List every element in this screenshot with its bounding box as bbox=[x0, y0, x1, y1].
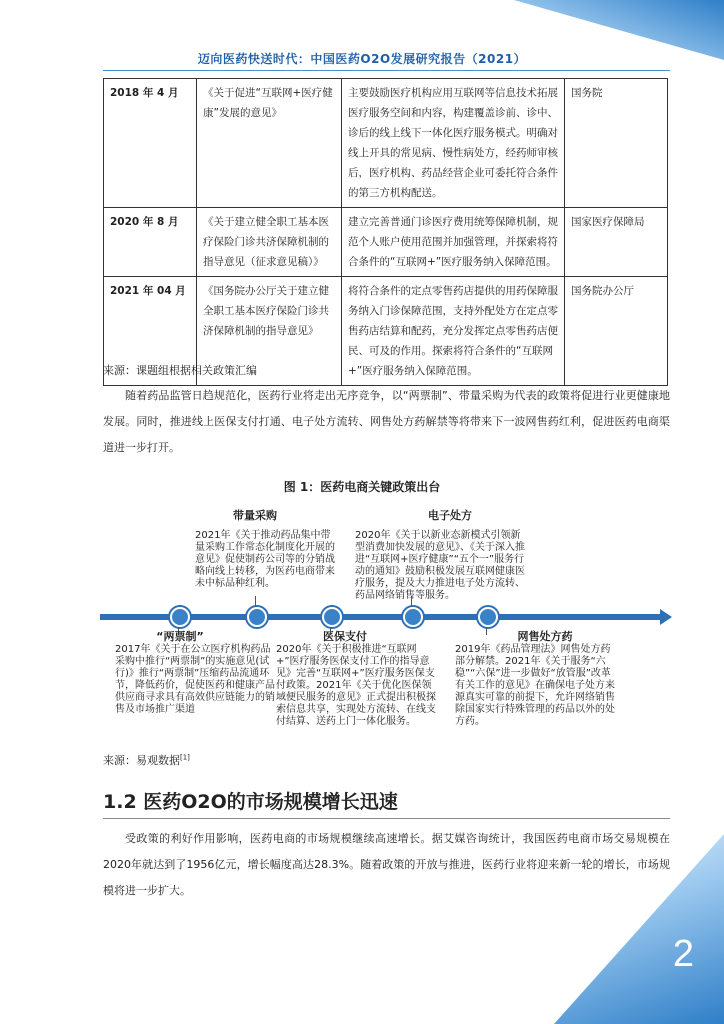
footnote-reference: [1] bbox=[180, 753, 190, 762]
cell-department: 国家医疗保障局 bbox=[565, 208, 668, 277]
cell-content: 建立完善普通门诊医疗费用统筹保障机制，规范个人账户使用范围并加强管理，并探索将符合条件的“互联网+”医疗服务纳入保障范围。 bbox=[342, 208, 565, 277]
event-label-e-prescription: 电子处方 bbox=[428, 509, 472, 522]
event-text-insurance-payment: 2020年《关于积极推进“互联网+”医疗服务医保支付工作的指导意见》完善“互联网+”医疗服务医保支付政策。2021年《关于优化医保领域便民服务的意见》正式提出积极探索信息共享，实现处方流转、在线支付结算、送药上门一体化服务。 bbox=[276, 644, 436, 727]
body-paragraph-1 bbox=[103, 383, 670, 461]
table-row bbox=[104, 208, 668, 277]
cell-department: 国务院 bbox=[565, 79, 668, 208]
timeline-node bbox=[478, 607, 498, 627]
timeline-node bbox=[322, 607, 342, 627]
event-text-volume-procurement: 2021年《关于推动药品集中带量采购工作常态化制度化开展的意见》促使制药公司等的分销战略向线上转移，为医药电商带来未中标品种红利。 bbox=[195, 530, 335, 589]
event-label-volume-procurement: 带量采购 bbox=[233, 509, 277, 522]
cell-date: 2021 年 04 月 bbox=[104, 277, 197, 386]
section-heading: 1.2 医药O2O的市场规模增长迅速 bbox=[103, 791, 398, 813]
running-header: 迈向医药快送时代：中国医药O2O发展研究报告（2021） bbox=[197, 52, 527, 66]
event-label-online-rx-drugs: 网售处方药 bbox=[517, 630, 573, 643]
cell-document: 《关于建立健全职工基本医疗保险门诊共济保障机制的指导意见（征求意见稿）》 bbox=[197, 208, 342, 277]
event-label-two-invoice: “两票制” bbox=[156, 630, 204, 643]
body-paragraph-2 bbox=[103, 826, 670, 904]
cell-date: 2018 年 4 月 bbox=[104, 79, 197, 208]
event-text-two-invoice: 2017年《关于在公立医疗机构药品采购中推行“两票制”的实施意见(试行)》推行“两票制”压缩药品流通环节，降低药价，促使医药和健康产品供应商寻求具有高效供应链能力的销售及市场推广渠道 bbox=[115, 644, 275, 715]
timeline-connector bbox=[255, 596, 256, 607]
cell-document: 《国务院办公厅关于建立健全职工基本医疗保险门诊共济保障机制的指导意见》 bbox=[197, 277, 342, 386]
cell-content: 主要鼓励医疗机构应用互联网等信息技术拓展医疗服务空间和内容，构建覆盖诊前、诊中、诊后的线上线下一体化医疗服务模式。明确对线上开具的常见病、慢性病处方，经药师审核后，医疗机构、药品经营企业可委托符合条件的第三方机构配送。 bbox=[342, 79, 565, 208]
timeline-node bbox=[170, 607, 190, 627]
figure-source-note bbox=[103, 752, 190, 768]
cell-content: 将符合条件的定点零售药店提供的用药保障服务纳入门诊保障范围，支持外配处方在定点零售药店结算和配药，充分发挥定点零售药店便民、可及的作用。探索将符合条件的“互联网+”医疗服务纳入保障范围。 bbox=[342, 277, 565, 386]
table-row bbox=[104, 79, 668, 208]
paragraph-text: 受政策的利好作用影响，医药电商的市场规模继续高速增长。据艾媒咨询统计，我国医药电商市场交易规模在2020年就达到了1956亿元，增长幅度高达28.3%。随着政策的开放与推进，医药行业将迎来新一轮的增长，市场规模将进一步扩大。 bbox=[103, 832, 670, 897]
event-text-online-rx-drugs: 2019年《药品管理法》网售处方药部分解禁。2021年《关于服务“六稳”“六保”进一步做好“放管服”改革有关工作的意见》在确保电子处方来源真实可靠的前提下，允许网络销售除国家实行特殊管理的药品以外的处方药。 bbox=[455, 644, 615, 727]
event-text-e-prescription: 2020年《关于以新业态新模式引领新型消费加快发展的意见》、《关于深入推进“互联网+医疗健康”“五个一”服务行动的通知》鼓励积极发展互联网健康医疗服务，提及大力推进电子处方流转、药品网络销售等服务。 bbox=[355, 530, 525, 601]
header-rule bbox=[103, 70, 670, 71]
figure-title: 图 1：医药电商关键政策出台 bbox=[283, 480, 441, 494]
timeline-node bbox=[403, 607, 423, 627]
section-rule bbox=[103, 818, 670, 819]
cell-department: 国务院办公厅 bbox=[565, 277, 668, 386]
policy-table bbox=[103, 78, 668, 386]
timeline-node bbox=[247, 607, 267, 627]
paragraph-text: 随着药品监管日趋规范化，医药行业将走出无序竞争，以“两票制”、带量采购为代表的政策将促进行业更健康地发展。同时，推进线上医保支付打通、电子处方流转、网售处方药解禁等将带来下一波网售药红利，促进医药电商渠道进一步打开。 bbox=[103, 389, 670, 454]
timeline-arrow-icon bbox=[660, 609, 672, 625]
cell-document: 《关于促进“互联网+医疗健康”发展的意见》 bbox=[197, 79, 342, 208]
page-number: 2 bbox=[672, 933, 694, 975]
event-label-insurance-payment: 医保支付 bbox=[323, 630, 367, 643]
source-text: 来源：易观数据 bbox=[103, 754, 180, 767]
table-source-note: 来源：课题组根据相关政策汇编 bbox=[103, 364, 257, 377]
timeline-connector bbox=[486, 627, 487, 635]
cell-date: 2020 年 8 月 bbox=[104, 208, 197, 277]
